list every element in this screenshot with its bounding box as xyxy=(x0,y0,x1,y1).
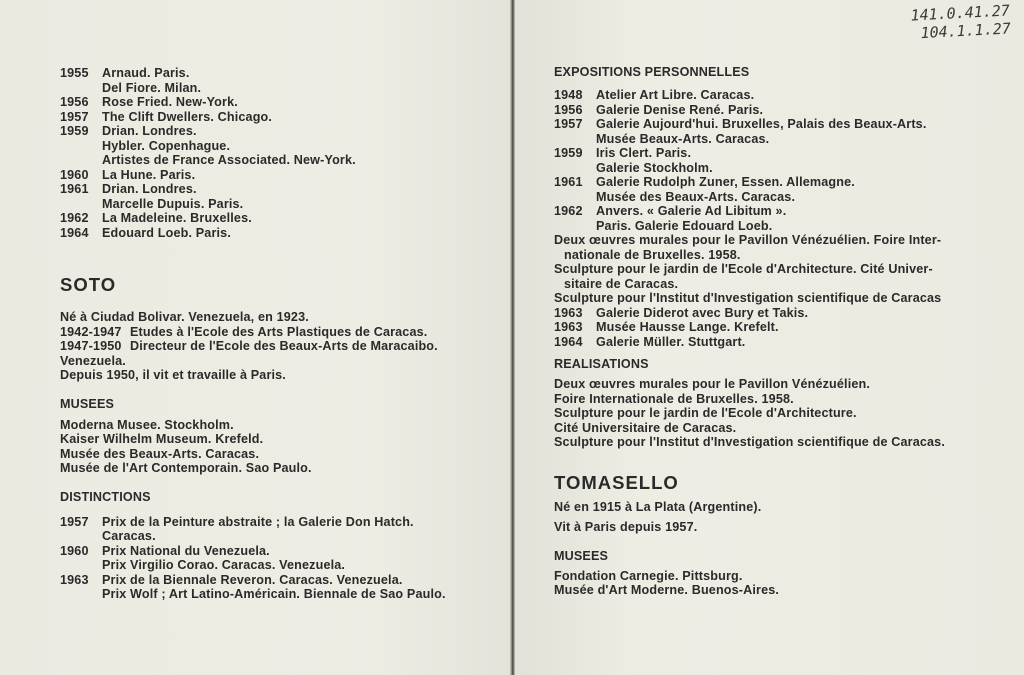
left-column xyxy=(60,66,500,602)
entry-text: Musée Hausse Lange. Krefelt. xyxy=(596,320,779,334)
list-item xyxy=(554,117,994,132)
year-range: 1947-1950 xyxy=(60,339,122,353)
list-item xyxy=(60,153,500,168)
tomasello-birth: Né en 1915 à La Plata (Argentine). xyxy=(554,499,762,514)
entry-text: Prix Wolf ; Art Latino-Américain. Biennale de Sao Paulo. xyxy=(102,587,446,601)
list-item xyxy=(60,110,500,125)
year: 1962 xyxy=(60,211,89,225)
year: 1959 xyxy=(60,124,89,138)
year: 1961 xyxy=(554,175,583,189)
section-title-museums: MUSEES xyxy=(60,396,115,411)
section-title-museums: MUSEES xyxy=(554,548,609,563)
entry-text: Paris. Galerie Edouard Loeb. xyxy=(596,218,773,233)
entry-text: La Hune. Paris. xyxy=(102,167,196,182)
handwritten-annotation xyxy=(910,1,1011,42)
entry-text: Hybler. Copenhague. xyxy=(102,138,231,153)
year: 1955 xyxy=(60,66,89,80)
list-item: Cité Universitaire de Caracas. xyxy=(554,420,737,435)
entry-text: Iris Clert. Paris. xyxy=(596,146,692,160)
soto-distinctions-list xyxy=(60,515,500,602)
bio-text: Venezuela. xyxy=(60,353,126,368)
list-item xyxy=(60,66,500,81)
year: 1960 xyxy=(60,167,89,182)
mural-line: sitaire de Caracas. xyxy=(564,276,679,291)
entry-text: Galerie Rudolph Zuner, Essen. Allemagne. xyxy=(596,175,855,189)
list-item xyxy=(60,515,500,530)
mural-line: Sculpture pour l'Institut d'Investigation scientifique de Caracas xyxy=(554,291,942,305)
year: 1963 xyxy=(554,320,583,334)
year: 1960 xyxy=(60,543,89,558)
list-item xyxy=(554,175,994,190)
artist-name-tomasello: TOMASELLO xyxy=(554,471,679,493)
right-column xyxy=(554,65,994,598)
list-item xyxy=(60,558,500,573)
entry-text: Galerie Stockholm. xyxy=(596,160,713,175)
entry-text: Prix Virgilio Corao. Caracas. Venezuela. xyxy=(102,558,346,572)
entry-text: Musée Beaux-Arts. Caracas. xyxy=(596,131,770,146)
year: 1964 xyxy=(60,225,89,240)
list-item: Kaiser Wilhelm Museum. Krefeld. xyxy=(60,432,264,446)
list-item xyxy=(60,197,500,212)
list-item xyxy=(554,204,994,219)
solo-exhibitions-list xyxy=(554,88,994,349)
list-item: Musée des Beaux-Arts. Caracas. xyxy=(60,446,260,461)
artist-name-soto: SOTO xyxy=(60,274,117,295)
bio-text: Directeur de l'Ecole des Beaux-Arts de Maracaibo. xyxy=(130,339,438,353)
entry-text: Artistes de France Associated. New-York. xyxy=(102,153,356,167)
year: 1963 xyxy=(60,572,89,587)
list-item xyxy=(60,81,500,96)
entry-text: Prix de la Biennale Reveron. Caracas. Venezuela. xyxy=(102,572,403,587)
list-item xyxy=(60,544,500,559)
year-range: 1942-1947 xyxy=(60,324,122,339)
tomasello-museums-list xyxy=(554,569,994,598)
list-item xyxy=(60,226,500,241)
list-item: Sculpture pour le jardin de l'Ecole d'Architecture. xyxy=(554,406,857,420)
list-item xyxy=(60,168,500,183)
list-item xyxy=(554,335,994,350)
entry-text: Prix National du Venezuela. xyxy=(102,543,270,558)
list-item xyxy=(554,320,994,335)
entry-text: Marcelle Dupuis. Paris. xyxy=(102,196,244,211)
section-title-realisations: REALISATIONS xyxy=(554,357,649,371)
entry-text: Caracas. xyxy=(102,529,156,543)
list-item xyxy=(554,146,994,161)
list-item: Deux œuvres murales pour le Pavillon Vénézuélien. xyxy=(554,377,870,391)
year: 1957 xyxy=(60,514,89,529)
list-item xyxy=(554,132,994,147)
list-item xyxy=(60,211,500,226)
mural-line: nationale de Bruxelles. 1958. xyxy=(564,247,741,262)
year: 1957 xyxy=(60,109,89,124)
entry-text: Rose Fried. New-York. xyxy=(102,95,238,109)
bio-item xyxy=(60,325,500,340)
entry-text: Drian. Londres. xyxy=(102,124,197,138)
year: 1964 xyxy=(554,334,583,349)
list-item xyxy=(60,95,500,110)
entry-text: Galerie Diderot avec Bury et Takis. xyxy=(596,305,809,320)
list-item xyxy=(554,190,994,205)
exhibitions-continued-list xyxy=(60,66,500,240)
bio-text: Etudes à l'Ecole des Arts Plastiques de Caracas. xyxy=(130,324,428,339)
year: 1963 xyxy=(554,305,583,320)
entry-text: Del Fiore. Milan. xyxy=(102,80,202,95)
entry-text: Drian. Londres. xyxy=(102,182,197,196)
entry-text: Galerie Aujourd'hui. Bruxelles, Palais des Beaux-Arts. xyxy=(596,117,927,131)
bio-item xyxy=(60,339,500,354)
list-item: Foire Internationale de Bruxelles. 1958. xyxy=(554,391,794,406)
annotation-line: 141.0.41.27 xyxy=(909,1,1010,25)
book-spine xyxy=(510,0,515,675)
entry-text: Atelier Art Libre. Caracas. xyxy=(596,88,755,102)
list-item xyxy=(60,587,500,602)
realisations-list xyxy=(554,377,994,450)
list-item xyxy=(60,573,500,588)
year: 1962 xyxy=(554,204,583,218)
entry-text: Galerie Denise René. Paris. xyxy=(596,102,764,117)
entry-text: Prix de la Peinture abstraite ; la Galerie Don Hatch. xyxy=(102,514,414,529)
list-item xyxy=(554,88,994,103)
list-item xyxy=(554,161,994,176)
mural-line: Deux œuvres murales pour le Pavillon Vénézuélien. Foire Inter- xyxy=(554,233,942,247)
list-item xyxy=(60,529,500,544)
list-item xyxy=(60,139,500,154)
tomasello-residence: Vit à Paris depuis 1957. xyxy=(554,520,698,534)
list-item xyxy=(60,124,500,139)
year: 1959 xyxy=(554,146,583,160)
entry-text: The Clift Dwellers. Chicago. xyxy=(102,109,273,124)
entry-text: Arnaud. Paris. xyxy=(102,66,190,80)
year: 1957 xyxy=(554,117,583,131)
entry-text: Edouard Loeb. Paris. xyxy=(102,225,231,240)
section-title-distinctions: DISTINCTIONS xyxy=(60,489,151,504)
list-item: Fondation Carnegie. Pittsburg. xyxy=(554,568,743,583)
list-item: Sculpture pour l'Institut d'Investigation scientifique de Caracas. xyxy=(554,435,945,449)
list-item xyxy=(60,182,500,197)
year: 1961 xyxy=(60,182,89,196)
section-title-solo-exhibitions: EXPOSITIONS PERSONNELLES xyxy=(554,65,750,79)
list-item xyxy=(554,306,994,321)
entry-text: Anvers. « Galerie Ad Libitum ». xyxy=(596,204,787,218)
year: 1956 xyxy=(60,95,89,109)
list-item: Musée d'Art Moderne. Buenos-Aires. xyxy=(554,583,780,597)
soto-birth: Né à Ciudad Bolivar. Venezuela, en 1923. xyxy=(60,310,309,324)
mural-line: Sculpture pour le jardin de l'Ecole d'Architecture. Cité Univer- xyxy=(554,262,933,276)
list-item xyxy=(554,103,994,118)
list-item xyxy=(554,219,994,234)
soto-residence: Depuis 1950, il vit et travaille à Paris. xyxy=(60,368,286,382)
entry-text: Musée des Beaux-Arts. Caracas. xyxy=(596,189,796,204)
year: 1948 xyxy=(554,88,583,102)
annotation-line: 104.1.1.27 xyxy=(919,19,1011,43)
year: 1956 xyxy=(554,102,583,117)
list-item: Moderna Musee. Stockholm. xyxy=(60,417,234,432)
entry-text: La Madeleine. Bruxelles. xyxy=(102,211,252,225)
list-item: Musée de l'Art Contemporain. Sao Paulo. xyxy=(60,461,312,475)
entry-text: Galerie Müller. Stuttgart. xyxy=(596,334,746,349)
soto-museums-list xyxy=(60,418,500,476)
